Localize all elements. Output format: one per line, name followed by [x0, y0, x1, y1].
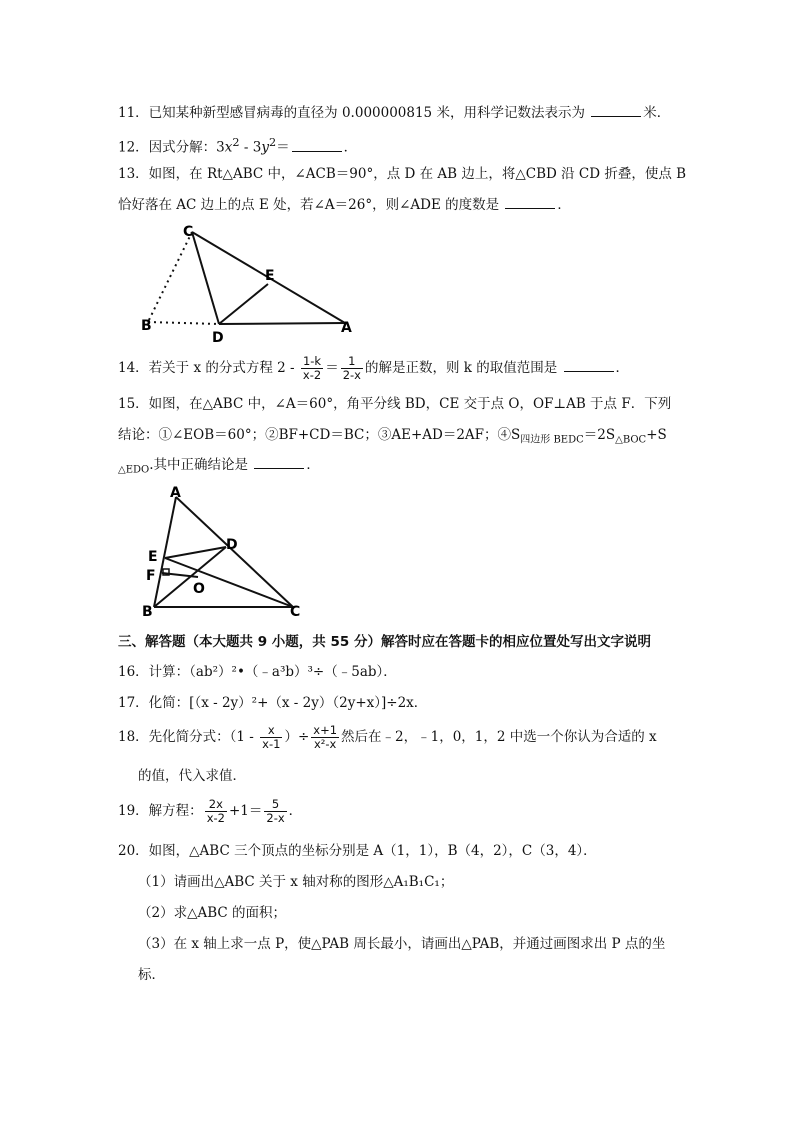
question-12: 12．因式分解：$3x^2 - 3y^2=$ ．: [118, 136, 358, 156]
segment-bd-dotted: [148, 322, 219, 324]
question-15-line2: 结论：①∠EOB＝60°；②BF+CD＝BC；③AE+AD＝2AF；$④S_{四边形 BEDC}=2S_{\triangle BOC}+S$: [118, 427, 667, 446]
question-18-line2: 的值，代入求值．: [138, 768, 246, 784]
label-a: A: [170, 485, 181, 501]
label-o: O: [193, 581, 205, 597]
label-b: B: [141, 318, 152, 334]
label-c: C: [290, 604, 301, 620]
segment-de: [219, 284, 268, 324]
question-20-part3-cont: 标．: [138, 967, 165, 983]
question-14: 14．若关于 x 的分式方程 2 - $\frac{1-k}{x-2}$ ＝ $\frac{1}{2-x}$ 的解是正数，则 k 的取值范围是 ．: [118, 354, 630, 382]
answer-blank: [254, 456, 304, 469]
question-19: 19．解方程： $\frac{2x}{x-2}$ +1＝ $\frac{5}{2-x}$ ．: [118, 797, 303, 825]
question-20: 20．如图，△ABC 三个顶点的坐标分别是 A（1，1），B（4，2），C（3，4）．: [118, 843, 597, 859]
fraction: $\frac{5}{2-x}$: [266, 797, 285, 825]
label-b: B: [142, 604, 153, 620]
label-e: E: [265, 268, 275, 284]
question-20-part3: （3）在 x 轴上求一点 P，使△PAB 周长最小，请画出△PAB，并通过画图求出 P 点的坐: [138, 936, 666, 952]
label-e: E: [148, 549, 158, 565]
label-d: D: [212, 330, 224, 346]
segment-ed: [165, 547, 226, 558]
label-c: C: [183, 224, 194, 240]
segment-da: [219, 323, 345, 324]
segment-cb-dotted: [148, 232, 192, 322]
section-three-heading: 三、解答题（本大题共 9 小题，共 55 分）解答时应在答题卡的相应位置处写出文字说明: [118, 634, 651, 650]
answer-blank: [505, 196, 555, 209]
figure-13: [135, 222, 365, 347]
question-20-part2: （2）求△ABC 的面积；: [138, 905, 287, 921]
answer-blank: [591, 104, 641, 117]
answer-blank: [564, 359, 614, 372]
question-16: 16．计算：（ab²）²•（﹣a³b）³÷（﹣5ab）．: [118, 664, 397, 680]
fraction: $\frac{1}{2-x}$: [342, 354, 361, 382]
answer-blank: [292, 139, 342, 152]
question-20-part1: （1）请画出△ABC 关于 x 轴对称的图形△A₁B₁C₁；: [138, 874, 454, 890]
label-f: F: [146, 568, 156, 584]
fraction: $\frac{2x}{x-2}$: [206, 797, 225, 825]
figure-15: [138, 485, 313, 620]
question-11: 11．已知某种新型感冒病毒的直径为 0.000000815 米，用科学记数法表示为 米．: [118, 105, 671, 121]
question-13-line2: 恰好落在 AC 边上的点 E 处，若∠A＝26°，则∠ADE 的度数是 ．: [118, 197, 571, 213]
fraction: $\frac{x}{x-1}$: [262, 723, 281, 751]
question-15-line1: 15．如图，在△ABC 中，∠A＝60°，角平分线 BD，CE 交于点 O，OF⊥AB 于点 F．下列: [118, 396, 672, 412]
question-13-line1: 13．如图，在 Rt△ABC 中，∠ACB＝90°，点 D 在 AB 边上，将△CBD 沿 CD 折叠，使点 B: [118, 166, 687, 182]
label-d: D: [226, 537, 238, 553]
label-a: A: [341, 320, 352, 336]
fraction: $\frac{x+1}{\text{x²-x}}$: [313, 723, 338, 751]
fraction: $\frac{1-k}{x-2}$: [302, 354, 322, 382]
question-15-line3: $_{\triangle EDO}$.其中正确结论是 ．: [118, 457, 320, 476]
question-17: 17．化简：[（x - 2y）²+（x - 2y）（2y+x）]÷2x．: [118, 695, 428, 711]
question-18: 18．先化简分式：（1 - $\frac{x}{x-1}$ ）÷ $\frac{x+1}{\text{x²-x}}$ 然后在﹣2，﹣1，0，1，2 中选一个你认为合适的 x: [118, 723, 657, 751]
